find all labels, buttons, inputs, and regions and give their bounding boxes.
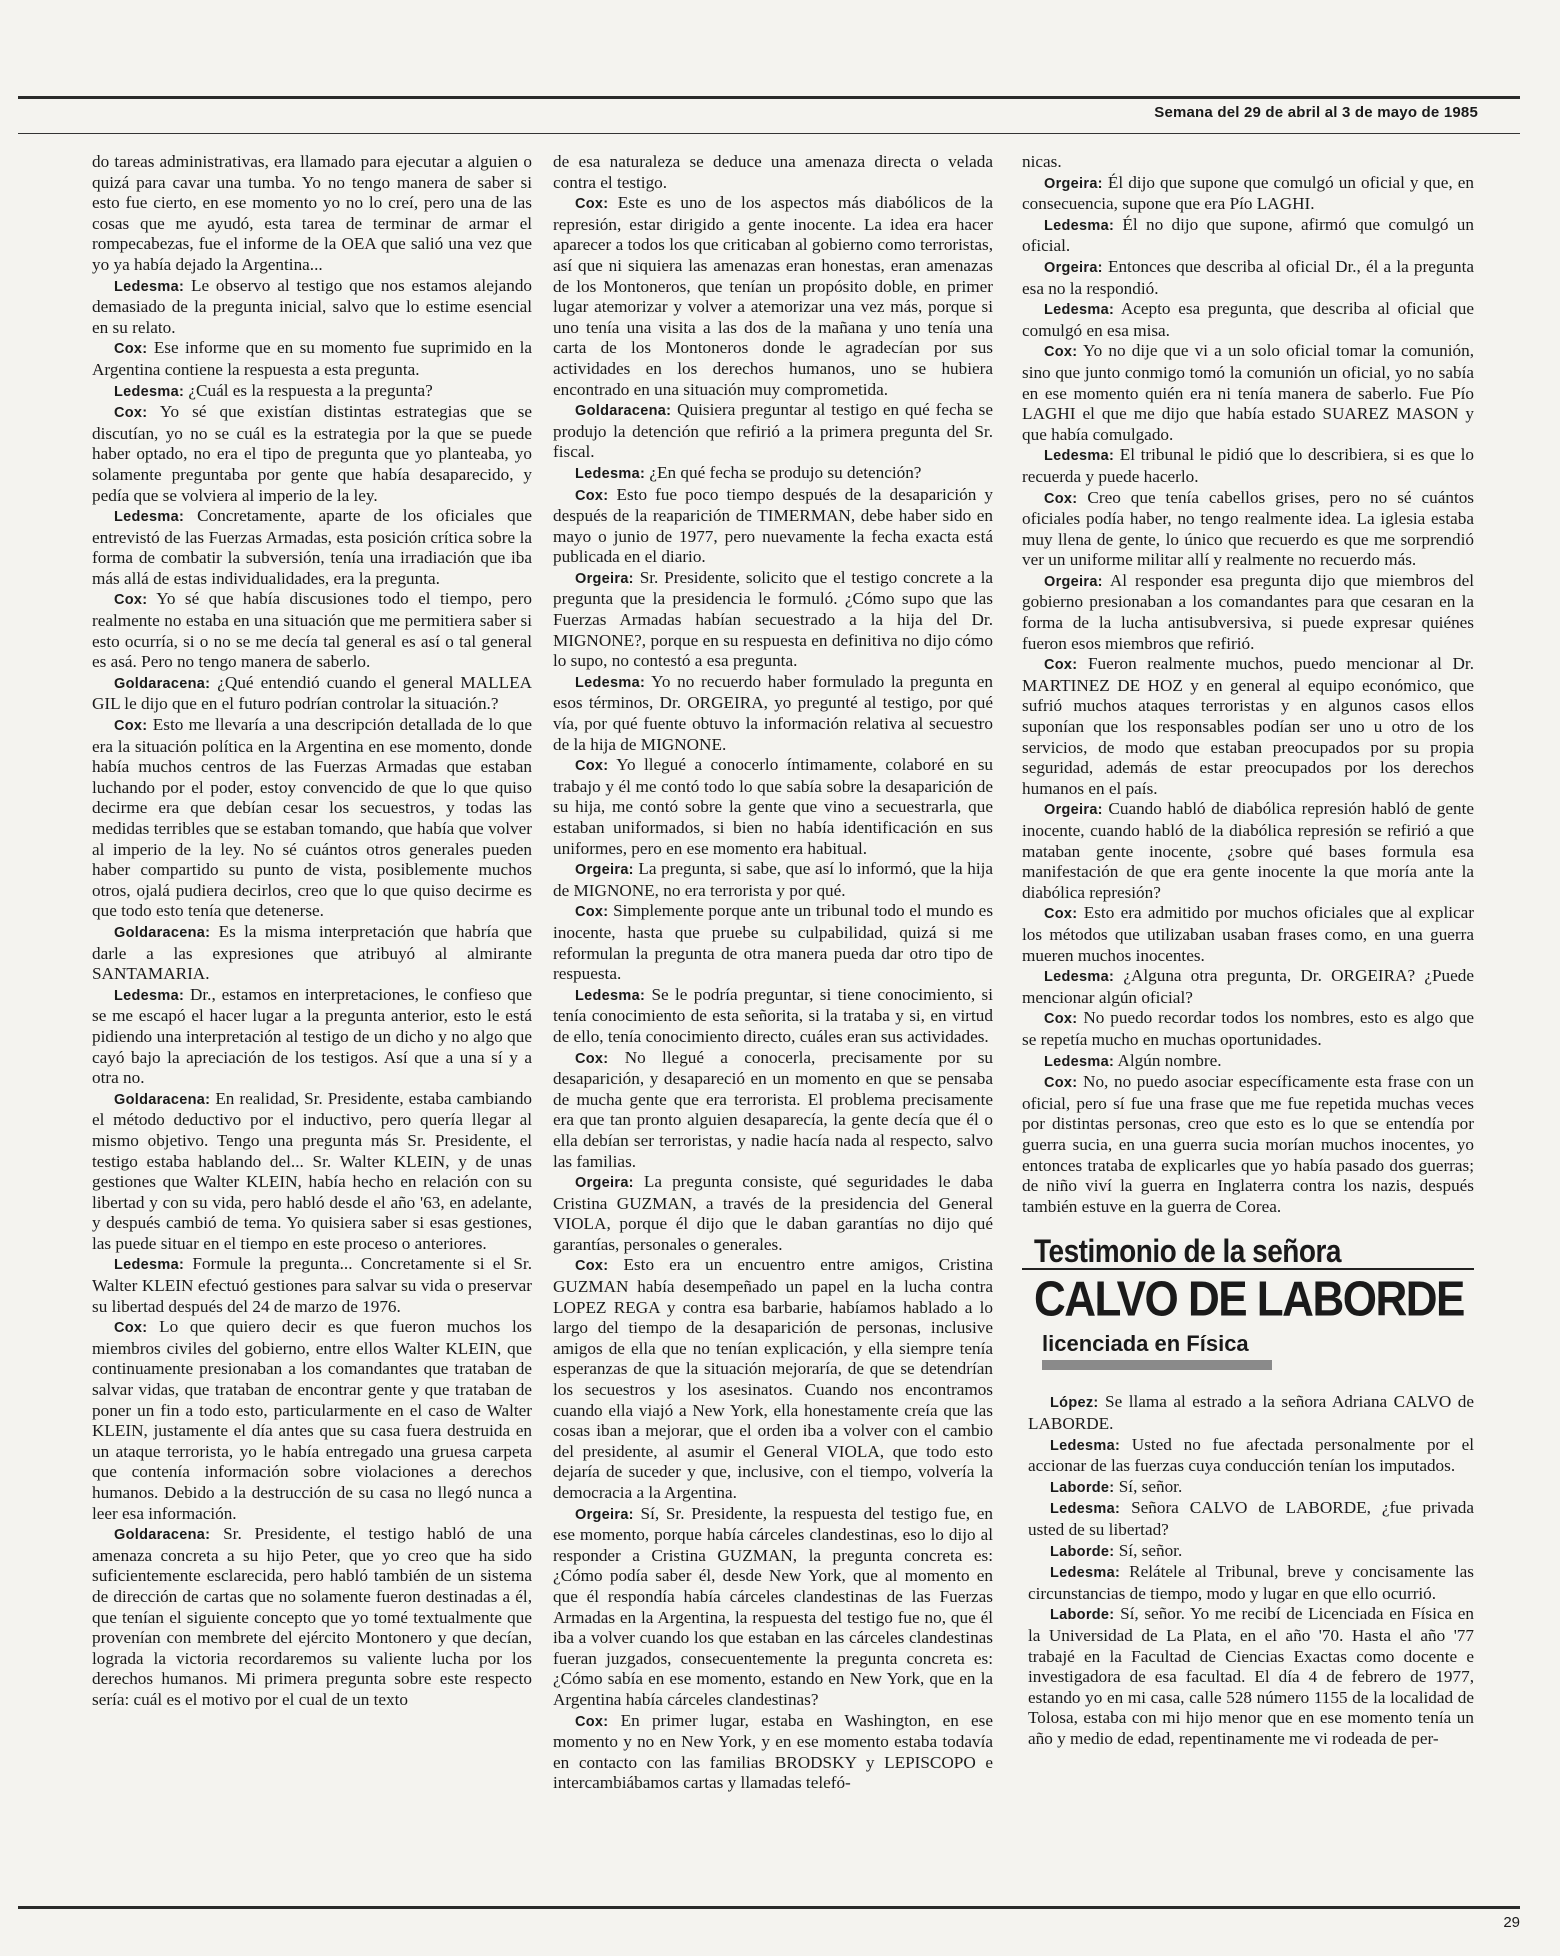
paragraph-text: Esto era un encuentro entre amigos, Cristina GUZMAN había desempeñado un papel en la lucha contra LOPEZ REGA y contra esa barbarie, habíamos hablado a lo largo del tiempo de la desaparición de personas, inclusive amigos de ella que no tenían explicación, y ella siempre tenía esperanzas de que la situación mejoraría, de que se detendrían los secuestros y los asesinatos. Cuando nos encontramos cuando ella viajó a New York, ella honestamente creía que las cosas iban a mejorar, que el orden iba a volver con el cambio del presidente, al asumir el General VIOLA, que todo esto dejaría de suceder y que, inclusive, con el tiempo, volvería la democracia a la Argentina. (553, 1255, 993, 1502)
paragraph (553, 672, 993, 755)
paragraph (92, 589, 532, 672)
paragraph-text: La pregunta, si sabe, que así lo informó, que la hija de MIGNONE, no era terrorista y por qué. (553, 859, 994, 900)
paragraph (92, 402, 532, 506)
paragraph-text: ¿Alguna otra pregunta, Dr. ORGEIRA? ¿Puede mencionar algún oficial? (1022, 966, 1474, 1007)
paragraph-text: Este es uno de los aspectos más diabólicos de la represión, estar dirigido a gente inocente. La idea era hacer aparecer a todos los que criticaban al gobierno como terroristas, así que ni siquiera las amenazas eran honestas, eran amenazas de los Montoneros, que tenían un propósito doble, en primer lugar atemorizar y volver a atemorizar una vez más, porque si uno tenía una visita a las dos de la mañana y uno tenía una carta de los Montoneros donde le agradecían por sus actividades en los derechos humanos, uno se hubiera encontrado en una situación muy comprometida. (553, 193, 994, 399)
speaker-name: Ledesma: (1044, 448, 1115, 465)
speaker-name: Orgeira: (1044, 175, 1103, 192)
paragraph (1028, 1604, 1474, 1749)
paragraph (1028, 1435, 1474, 1477)
paragraph (92, 276, 532, 339)
paragraph (1022, 257, 1474, 299)
speaker-name: Cox: (1044, 657, 1078, 674)
paragraph (1022, 571, 1474, 654)
paragraph-text: Le observo al testigo que nos estamos alejando demasiado de la pregunta inicial, salvo que lo estime esencial en su relato. (92, 275, 533, 337)
speaker-name: Cox: (575, 487, 609, 504)
paragraph (92, 1089, 532, 1255)
footer-rule (18, 1906, 1520, 1909)
paragraph (553, 1711, 993, 1794)
speaker-name: Goldaracena: (114, 675, 211, 692)
column-3 (1022, 152, 1474, 1750)
speaker-name: Cox: (1044, 1075, 1078, 1092)
section-title: CALVO DE LABORDE (1034, 1271, 1464, 1327)
speaker-name: Cox: (1044, 906, 1078, 923)
paragraph-text: Esto era admitido por muchos oficiales que al explicar los métodos que utilizaban usaban frases como, en una guerra mueren muchos inocentes. (1022, 903, 1474, 965)
paragraph-text: Relátele al Tribunal, breve y concisamente las circunstancias de tiempo, modo y lugar en que ello ocurrió. (1028, 1562, 1475, 1603)
paragraph-text: El tribunal le pidió que lo describiera, si es que lo recuerda y puede hacerlo. (1022, 445, 1475, 486)
paragraph (553, 859, 993, 901)
paragraph-text: Yo no recuerdo haber formulado la pregunta en esos términos, Dr. ORGEIRA, yo pregunté al testigo, por qué vía, por qué fuente obtuvo la información relativa al secuestro de la hija de MIGNONE. (553, 671, 993, 754)
paragraph (1028, 1541, 1474, 1563)
speaker-name: Orgeira: (575, 1175, 634, 1192)
paragraph (92, 922, 532, 985)
paragraph-text: En realidad, Sr. Presidente, estaba cambiando el método deductivo por el inductivo, pero quería llegar al mismo objetivo. Tengo una pregunta más Sr. Presidente, el testigo estaba hablando del... Sr. Walter KLEIN, y de unas gestiones que Walter KLEIN, había hecho en relación con su libertad y con su vida, pero habló desde el año '63, en adelante, y después cambió de tema. Yo quisiera saber si esas gestiones, las puede situar en el tiempo en este proceso o anteriores. (92, 1088, 533, 1253)
column-2 (553, 152, 993, 1794)
paragraph (553, 985, 993, 1048)
paragraph (1022, 152, 1474, 173)
section-gray-bar (1042, 1360, 1272, 1370)
paragraph (553, 1048, 993, 1173)
speaker-name: Goldaracena: (114, 1091, 211, 1108)
paragraph (1028, 1498, 1474, 1540)
speaker-name: Orgeira: (1044, 259, 1103, 276)
paragraph (92, 1524, 532, 1710)
paragraph-text: Sí, señor. (1118, 1540, 1183, 1560)
paragraph-text: Esto fue poco tiempo después de la desaparición y después de la reaparición de TIMERMAN, debe haber sido en mayo o junio de 1977, pero nuevamente la fecha exacta está publicada en el diario. (553, 484, 994, 567)
paragraph (553, 463, 993, 485)
paragraph-text: Sí, señor. Yo me recibí de Licenciada en Física en la Universidad de La Plata, en el año '70. Hasta el año '77 trabajé en la Facultad de Ciencias Exactas como docente e investigadora de esa facultad. El día 4 de febrero de 1977, estando yo en mi casa, calle 528 número 1155 de la localidad de Tolosa, estaba con mi hijo menor que en ese momento tenía un año y medio de edad, repentinamente me vi rodeada de per- (1028, 1604, 1474, 1748)
paragraph-text: Concretamente, aparte de los oficiales que entrevistó de las Fuerzas Armadas, esta posición crítica sobre la forma de combatir la subversión, tenía una irradiación que iba más allá de estas individualidades, era la pregunta. (92, 506, 532, 588)
paragraph (1022, 173, 1474, 215)
speaker-name: Ledesma: (1050, 1565, 1121, 1582)
paragraph (1028, 1392, 1474, 1434)
paragraph-text: nicas. (1022, 152, 1062, 171)
paragraph (1028, 1562, 1474, 1604)
paragraph (553, 1504, 993, 1711)
speaker-name: Ledesma: (114, 383, 185, 400)
paragraph (1022, 903, 1474, 966)
speaker-name: Cox: (114, 718, 148, 735)
paragraph-text: Algún nombre. (1117, 1050, 1222, 1070)
speaker-name: Ledesma: (575, 987, 646, 1004)
paragraph-text: Lo que quiero decir es que fueron muchos los miembros civiles del gobierno, entre ellos Walter KLEIN, que continuamente presionaban a los comandantes que trataban de salvar vidas, que trataban de encontrar gente y que trataban de poner un fin a todo esto, particularmente en el caso de Walter KLEIN, justamente el día antes que su casa fuera destruida en un ataque terrorista, yo le había entregado una gruesa carpeta que contenía información sobre violaciones a derechos humanos. Debido a la destrucción de su casa no llegó nunca a leer esa información. (92, 1317, 532, 1523)
speaker-name: Cox: (1044, 344, 1078, 361)
paragraph-text: Yo sé que existían distintas estrategias que se discutían, yo no se cuál es la estrategia por la que se puede haber optado, no era el tipo de pregunta que yo planteaba, yo solamente preguntaba por gente que había desaparecido, y pedía que se volviera al imperio de la ley. (92, 402, 532, 505)
paragraph-text: Él dijo que supone que comulgó un oficial y que, en consecuencia, supone que era Pío LAGHI. (1022, 172, 1474, 214)
paragraph-text: No llegué a conocerla, precisamente por su desaparición, y desapareció en un momento en que se pensaba de mucha gente que era terrorista. El problema precisamente era que tan pronto alguien desaparecía, la gente decía que él o ella debían ser terroristas, y nadie hacía nada al respecto, salvo las familias. (553, 1047, 994, 1171)
paragraph-text: Al responder esa pregunta dijo que miembros del gobierno presionaban a los comandantes para que cesaran en la forma de la lucha antisubversiva, si puede expresar quiénes fueron esos miembros que refirió. (1022, 570, 1474, 653)
paragraph-text: ¿Cuál es la respuesta a la pregunta? (188, 380, 433, 400)
speaker-name: Orgeira: (575, 862, 634, 879)
paragraph (1022, 299, 1474, 341)
paragraph-text: Esto me llevaría a una descripción detallada de lo que era la situación política en la Argentina en ese momento, donde había muchos centros de las Fuerzas Armadas que estaban luchando por el poder, estoy convencido de que lo que quiso decirme era que debían cesar los secuestros, y todas las medidas terribles que se estaban tomando, que había que volver al imperio de la ley. No sé cuántos otros generales pueden haber compartido su punto de vista, posiblemente muchos otros, ojalá pudiera decirlos, creo que lo que quiso decirme es que todo esto tenía que detenerse. (92, 715, 533, 921)
speaker-name: Cox: (575, 196, 609, 213)
paragraph (1022, 445, 1474, 487)
paragraph (1022, 341, 1474, 445)
paragraph-text: do tareas administrativas, era llamado para ejecutar a alguien o quizá para cavar una tumba. Yo no tengo manera de saber si esto fue cierto, en ese momento yo no lo creí, pero una de las cosas que me ayudó, esta tarea de terminar de armar el rompecabezas, fue el informe de la OEA que salió una vez que yo ya había dejado la Argentina... (92, 152, 532, 274)
speaker-name: Laborde: (1050, 1607, 1115, 1624)
paragraph-text: Sí, señor. (1118, 1476, 1183, 1496)
paragraph (92, 715, 532, 922)
paragraph-text: Es la misma interpretación que habría que darle a las expresiones que atribuyó al almirante SANTAMARIA. (92, 921, 533, 984)
speaker-name: Goldaracena: (114, 924, 211, 941)
paragraph (1022, 654, 1474, 799)
paragraph-text: Acepto esa pregunta, que describa al oficial que comulgó en esa misa. (1022, 299, 1474, 340)
speaker-name: Orgeira: (1044, 802, 1103, 819)
paragraph (92, 1317, 532, 1524)
paragraph-text: Entonces que describa al oficial Dr., él a la pregunta esa no la respondió. (1022, 256, 1475, 298)
speaker-name: Cox: (114, 1320, 148, 1337)
paragraph-text: Señora CALVO de LABORDE, ¿fue privada usted de su libertad? (1028, 1498, 1474, 1540)
speaker-name: Ledesma: (1044, 217, 1115, 234)
section-kicker: Testimonio de la señora (1034, 1233, 1341, 1269)
speaker-name: Goldaracena: (575, 403, 672, 420)
section-subtitle: licenciada en Física (1042, 1330, 1249, 1356)
paragraph (553, 193, 993, 400)
paragraph-text: Formule la pregunta... Concretamente si el Sr. Walter KLEIN efectuó gestiones para salvar su vida o preservar su libertad después del 24 de marzo de 1976. (92, 1254, 533, 1316)
paragraph (553, 1172, 993, 1255)
paragraph (1022, 1072, 1474, 1217)
paragraph-text: Sr. Presidente, el testigo habló de una amenaza concreta a su hijo Peter, que yo creo que ha sido suficientemente esclarecida, pero habló también de un sistema de dirección de cartas que no solamente fueron destinadas a él, que tenían el siguiente concepto que yo tomé textualmente que provenían con membrete del ejército Montonero y que decían, lograda la victoria recordaremos su valiente lucha por los derechos humanos. Mi primera pregunta sobre este respecto sería: cuál es el motivo por el cual de un texto (92, 1524, 533, 1709)
paragraph (1022, 1051, 1474, 1073)
paragraph-text: En primer lugar, estaba en Washington, en ese momento y no en New York, y en ese momento estaba todavía en contacto con las familias BRODSKY y LEPISCOPO e intercambiábamos cartas y llamadas telefó- (553, 1710, 993, 1793)
speaker-name: Cox: (114, 592, 148, 609)
speaker-name: Ledesma: (1050, 1501, 1121, 1518)
paragraph-text: No puedo recordar todos los nombres, esto es algo que se repetía mucho en muchas oportunidades. (1022, 1008, 1474, 1049)
paragraph-text: ¿En qué fecha se produjo su detención? (649, 462, 922, 482)
paragraph-text: Yo sé que había discusiones todo el tiempo, pero realmente no estaba en una situación que me permitiera saber si esto ocurría, si o no se me decía tal general es así o tal general es asá. Pero no tengo manera de saberlo. (92, 589, 532, 672)
speaker-name: Ledesma: (114, 1257, 185, 1274)
paragraph (553, 901, 993, 984)
speaker-name: Orgeira: (1044, 573, 1103, 590)
paragraph-text: Quisiera preguntar al testigo en qué fecha se produjo la detención que refirió a la primera pregunta del Sr. fiscal. (553, 400, 994, 462)
speaker-name: Cox: (575, 758, 609, 775)
paragraph-text: Ese informe que en su momento fue suprimido en la Argentina contiene la respuesta a esta pregunta. (92, 338, 533, 379)
testimony-section (1022, 1233, 1475, 1749)
speaker-name: Ledesma: (1044, 969, 1115, 986)
speaker-name: Goldaracena: (114, 1527, 211, 1544)
speaker-name: Ledesma: (1044, 1053, 1115, 1070)
paragraph (553, 568, 993, 672)
speaker-name: Laborde: (1050, 1543, 1115, 1560)
paragraph-text: Se le podría preguntar, si tiene conocimiento, si tenía conocimiento de esta señorita, si la trataba y si, en virtud de ello, tenía conocimiento directo, cuáles eran sus actividades. (553, 984, 994, 1046)
speaker-name: Ledesma: (575, 674, 646, 691)
paragraph-text: Sí, Sr. Presidente, la respuesta del testigo fue, en ese momento, porque había cárceles clandestinas, eso lo dijo al responder a Cristina GUZMAN, la pregunta concreta es: ¿Cómo podía saber él, desde New York, que al momento en que él respondía había cárceles clandestinas de las Fuerzas Armadas en la Argentina, la respuesta del testigo fue no, que él iba a volver cuando los que estaban en las cárceles clandestinas fueran juzgados, consecuentemente la pregunta concreta es: ¿Cómo sabía en ese momento, estando en New York, que en la Argentina había cárceles clandestinas? (553, 1503, 993, 1709)
speaker-name: Cox: (575, 1258, 609, 1275)
paragraph (1022, 799, 1474, 903)
paragraph-text: Él no dijo que supone, afirmó que comulgó un oficial. (1022, 214, 1474, 256)
paragraph (92, 381, 532, 403)
speaker-name: Cox: (575, 904, 609, 921)
paragraph-text: Yo no dije que vi a un solo oficial tomar la comunión, sino que junto conmigo tomó la comunión un oficial, yo no sabía en ese momento quién era ni tenía manera de saberlo. Fue Pío LAGHI el que me dijo que había estado SUAREZ MASON y que había comulgado. (1022, 341, 1474, 444)
speaker-name: Ledesma: (1044, 302, 1115, 319)
paragraph (553, 400, 993, 463)
paragraph-text: Simplemente porque ante un tribunal todo el mundo es inocente, hasta que pruebe su culpabilidad, quizá si me reformulan la pregunta de otra manera pueda dar otro tipo de respuesta. (553, 901, 994, 984)
paragraph-text: Cuando habló de diabólica represión habló de gente inocente, cuando habló de la diabólica represión se refirió a que mataban gente inocente, ¿sobre qué bases formula esa manifestación de que era gente inocente la que moría ante la diabólica represión? (1022, 799, 1474, 902)
paragraph (1022, 966, 1474, 1008)
paragraph (553, 755, 993, 859)
speaker-name: Laborde: (1050, 1479, 1115, 1496)
paragraph (92, 338, 532, 380)
paragraph-text: La pregunta consiste, qué seguridades le daba Cristina GUZMAN, a través de la presidencia del General VIOLA, porque él dijo que le daban garantías no dijo qué garantías, personales o generales. (553, 1172, 994, 1254)
speaker-name: Cox: (1044, 490, 1078, 507)
paragraph-text: No, no puedo asociar específicamente esta frase con un oficial, pero sí fue una frase que me fue repetida muchas veces por distintas personas, creo que esto es lo que se entendía por guerra sucia, en una guerra sucia morían muchos inocentes, yo entonces trataba de explicarles que yo había pasado dos guerras; de niño viví la guerra en Inglaterra contra los nazis, después también estuve en la guerra de Corea. (1022, 1072, 1474, 1216)
paragraph-text: Dr., estamos en interpretaciones, le confieso que se me escapó el hacer lugar a la pregunta anterior, esto le está pidiendo una interpretación al testigo de un dicho y no algo que cayó bajo la apreciación de los testigos. Así que a una sí y a otra no. (92, 984, 533, 1088)
paragraph (1022, 488, 1474, 571)
speaker-name: Orgeira: (575, 1506, 634, 1523)
paragraph (553, 152, 993, 193)
paragraph-text: Sr. Presidente, solicito que el testigo concrete a la pregunta que la presidencia le formuló. ¿Cómo supo que las Fuerzas Armadas habían secuestrado a la hija del Dr. MIGNONE?, porque en su respuesta en definitiva no dijo cómo lo supo, no contestó a esa pregunta. (553, 567, 994, 671)
paragraph-text: ¿Qué entendió cuando el general MALLEA GIL le dijo que en el futuro podrían controlar la situación.? (92, 672, 532, 714)
speaker-name: Cox: (114, 405, 148, 422)
paragraph (92, 673, 532, 715)
paragraph (92, 985, 532, 1089)
speaker-name: Cox: (575, 1713, 609, 1730)
paragraph-text: Fueron realmente muchos, puedo mencionar al Dr. MARTINEZ DE HOZ y en general al equipo económico, que sufrió muchos ataques terroristas y en algunos casos ellos suponían que los responsables podían ser uno u otro de los servicios, de modo que estaban preocupados por su propia seguridad, además de estar preocupados por los derechos humanos en el país. (1022, 654, 1474, 798)
header-rule (18, 96, 1520, 99)
speaker-name: Ledesma: (1050, 1437, 1121, 1454)
paragraph-text: Creo que tenía cabellos grises, pero no sé cuántos oficiales podía haber, no tengo realmente idea. La iglesia estaba muy llena de gente, lo único que recuerdo es que me sorprendió ver un uniforme militar allí y realmente no recuerdo más. (1022, 487, 1474, 570)
speaker-name: Ledesma: (575, 465, 646, 482)
paragraph-text: de esa naturaleza se deduce una amenaza directa o velada contra el testigo. (553, 152, 993, 192)
page-number: 29 (1503, 1914, 1520, 1931)
paragraph (92, 506, 532, 589)
paragraph-text: Se llama al estrado a la señora Adriana CALVO de LABORDE. (1028, 1392, 1474, 1434)
speaker-name: Orgeira: (575, 570, 634, 587)
speaker-name: Cox: (575, 1050, 609, 1067)
paragraph (1022, 215, 1474, 257)
paragraph-text: Yo llegué a conocerlo íntimamente, colaboré en su trabajo y él me contó todo lo que sabía sobre la desaparición de su hija, me contó sobre la gente que vino a secuestrarla, que estaban uniformados, si bien no había identificación en sus uniformes, pero en ese momento era habitual. (553, 755, 993, 858)
paragraph (1028, 1477, 1474, 1499)
speaker-name: López: (1050, 1395, 1099, 1412)
paragraph (92, 1254, 532, 1317)
paragraph-text: Usted no fue afectada personalmente por el accionar de las fuerzas cuya conducción tenían los imputados. (1028, 1434, 1474, 1476)
section-body (1028, 1392, 1474, 1749)
paragraph (553, 1255, 993, 1503)
issue-date: Semana del 29 de abril al 3 de mayo de 1985 (1154, 104, 1478, 121)
speaker-name: Ledesma: (114, 987, 185, 1004)
paragraph (1022, 1008, 1474, 1050)
column-1 (92, 152, 532, 1711)
speaker-name: Cox: (114, 341, 148, 358)
speaker-name: Ledesma: (114, 509, 185, 526)
column-3-body (1022, 152, 1474, 1217)
speaker-name: Cox: (1044, 1011, 1078, 1028)
paragraph (553, 485, 993, 568)
speaker-name: Ledesma: (114, 278, 185, 295)
header-underline (18, 133, 1520, 134)
paragraph (92, 152, 532, 276)
